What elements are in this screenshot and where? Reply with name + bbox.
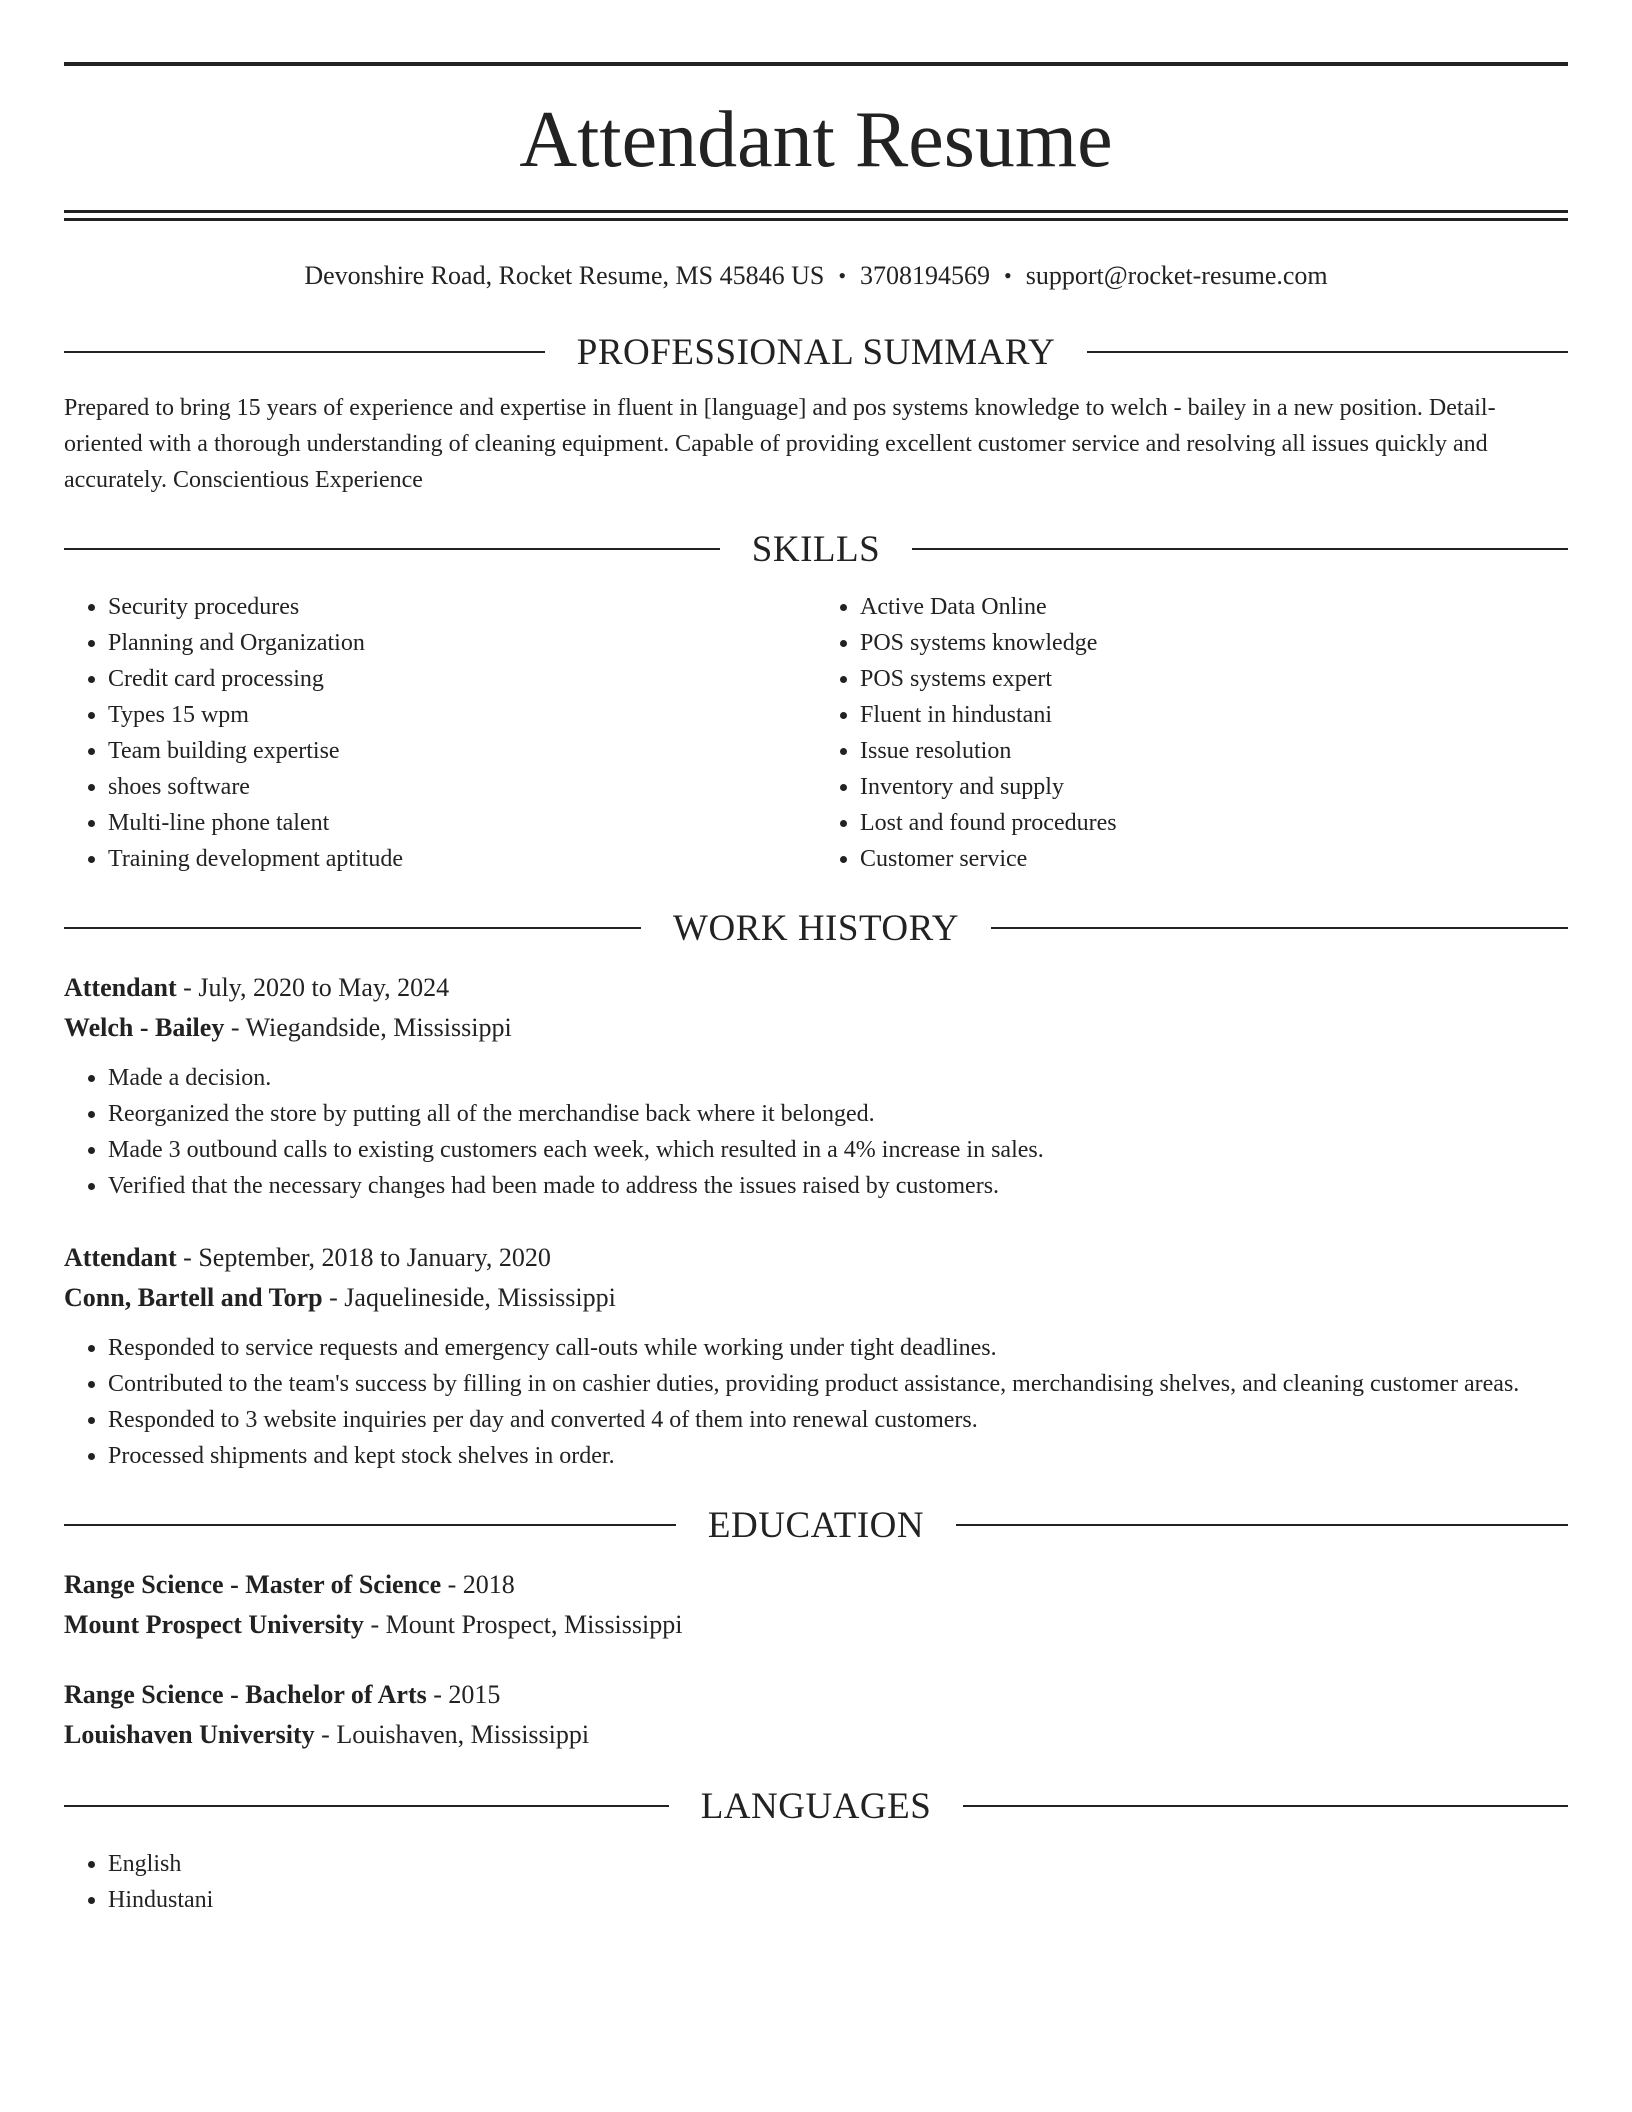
skill-item: • POS systems knowledge <box>860 625 1568 661</box>
heading-rule-left <box>64 1805 669 1807</box>
job-title-line <box>64 1238 1568 1278</box>
skill-item: • Planning and Organization <box>108 625 816 661</box>
job-bullet: • Processed shipments and kept stock shelves in order. <box>108 1438 1568 1474</box>
education-school-line <box>64 1715 1568 1755</box>
contact-address: Devonshire Road, Rocket Resume, MS 45846 US <box>304 261 825 290</box>
summary-text: Prepared to bring 15 years of experience and expertise in fluent in [language] and pos systems knowledge to welch - bailey in a new position. Detail-oriented with a thorough understanding of cleaning equipment. Capable of providing excellent customer service and resolving all issues quickly and accurately. Conscientious Experience <box>64 394 1496 493</box>
job-title-line <box>64 968 1568 1008</box>
skill-item: • Active Data Online <box>860 589 1568 625</box>
education-degree: Range Science - Master of Science <box>64 1569 442 1599</box>
education-entry <box>64 1565 1568 1645</box>
heading-rule-right <box>912 548 1568 550</box>
education-school: Louishaven University <box>64 1719 315 1749</box>
job-company-line <box>64 1008 1568 1048</box>
education-location: - Louishaven, Mississippi <box>314 1719 590 1749</box>
education-year: - 2018 <box>441 1569 515 1599</box>
heading-rule-left <box>64 548 720 550</box>
summary-heading <box>64 331 1568 374</box>
skills-columns <box>64 589 1568 877</box>
contact-phone: 3708194569 <box>860 261 991 290</box>
summary-heading-label: PROFESSIONAL SUMMARY <box>576 331 1056 373</box>
heading-rule-right <box>956 1524 1568 1526</box>
languages-heading-label: LANGUAGES <box>700 1785 932 1827</box>
work-heading <box>64 907 1568 950</box>
job-bullet: • Responded to service requests and emergency call-outs while working under tight deadlines. <box>108 1330 1568 1366</box>
contact-email: support@rocket-resume.com <box>1025 261 1328 290</box>
skill-item: • POS systems expert <box>860 661 1568 697</box>
job-title: Attendant <box>64 972 177 1002</box>
skill-item: • Types 15 wpm <box>108 697 816 733</box>
job-company: Welch - Bailey <box>64 1012 225 1042</box>
skills-heading <box>64 528 1568 571</box>
language-item: • English <box>108 1846 1568 1882</box>
skill-item: • Team building expertise <box>108 733 816 769</box>
languages-section <box>64 1846 1568 1918</box>
skills-column-right <box>816 589 1568 877</box>
education-school: Mount Prospect University <box>64 1609 364 1639</box>
education-entry <box>64 1675 1568 1755</box>
languages-list <box>64 1846 1568 1918</box>
job-bullet: • Responded to 3 website inquiries per day and converted 4 of them into renewal customers. <box>108 1402 1568 1438</box>
skill-item: • Credit card processing <box>108 661 816 697</box>
skill-item: • Fluent in hindustani <box>860 697 1568 733</box>
job-entry <box>64 1238 1568 1474</box>
education-degree: Range Science - Bachelor of Arts <box>64 1679 427 1709</box>
heading-rule-left <box>64 351 545 353</box>
resume-content <box>64 62 1568 1918</box>
education-degree-line <box>64 1675 1568 1715</box>
heading-rule-left <box>64 1524 676 1526</box>
job-company: Conn, Bartell and Torp <box>64 1282 323 1312</box>
job-entry <box>64 968 1568 1204</box>
contact-separator: • <box>1004 262 1012 288</box>
heading-rule-right <box>991 927 1568 929</box>
job-bullet: • Reorganized the store by putting all of the merchandise back where it belonged. <box>108 1096 1568 1132</box>
skill-item: • Issue resolution <box>860 733 1568 769</box>
heading-rule-right <box>963 1805 1568 1807</box>
job-bullets <box>64 1060 1568 1204</box>
job-bullet: • Made 3 outbound calls to existing customers each week, which resulted in a 4% increase in sales. <box>108 1132 1568 1168</box>
resume-title: Attendant Resume <box>519 96 1113 184</box>
job-bullet: • Contributed to the team's success by filling in on cashier duties, providing product assistance, merchandising shelves, and cleaning customer areas. <box>108 1366 1568 1402</box>
job-bullet: • Made a decision. <box>108 1060 1568 1096</box>
skill-item: • Security procedures <box>108 589 816 625</box>
job-location: - Wiegandside, Mississippi <box>224 1012 512 1042</box>
language-item: • Hindustani <box>108 1882 1568 1918</box>
skill-item: • Customer service <box>860 841 1568 877</box>
education-heading <box>64 1504 1568 1547</box>
job-dates: - July, 2020 to May, 2024 <box>176 972 450 1002</box>
job-bullets <box>64 1330 1568 1474</box>
contact-separator: • <box>838 262 847 288</box>
job-location: - Jaquelineside, Mississippi <box>322 1282 616 1312</box>
skill-item: • Multi-line phone talent <box>108 805 816 841</box>
skill-item: • shoes software <box>108 769 816 805</box>
education-location: - Mount Prospect, Mississippi <box>363 1609 683 1639</box>
skills-heading-label: SKILLS <box>751 528 881 570</box>
heading-rule-right <box>1087 351 1568 353</box>
skill-item: • Training development aptitude <box>108 841 816 877</box>
skills-column-left <box>64 589 816 877</box>
contact-line <box>64 259 1568 293</box>
heading-rule-left <box>64 927 641 929</box>
work-heading-label: WORK HISTORY <box>673 907 959 949</box>
skill-item: • Lost and found procedures <box>860 805 1568 841</box>
job-dates: - September, 2018 to January, 2020 <box>176 1242 551 1272</box>
top-rule <box>64 62 1568 66</box>
education-heading-label: EDUCATION <box>707 1504 925 1546</box>
languages-heading <box>64 1785 1568 1828</box>
education-degree-line <box>64 1565 1568 1605</box>
job-company-line <box>64 1278 1568 1318</box>
title-double-rule <box>64 210 1568 221</box>
skill-item: • Inventory and supply <box>860 769 1568 805</box>
education-school-line <box>64 1605 1568 1645</box>
job-title: Attendant <box>64 1242 177 1272</box>
job-bullet: • Verified that the necessary changes had been made to address the issues raised by customers. <box>108 1168 1568 1204</box>
education-year: - 2015 <box>426 1679 501 1709</box>
skills-list-left <box>64 589 816 877</box>
skills-list-right <box>816 589 1568 877</box>
